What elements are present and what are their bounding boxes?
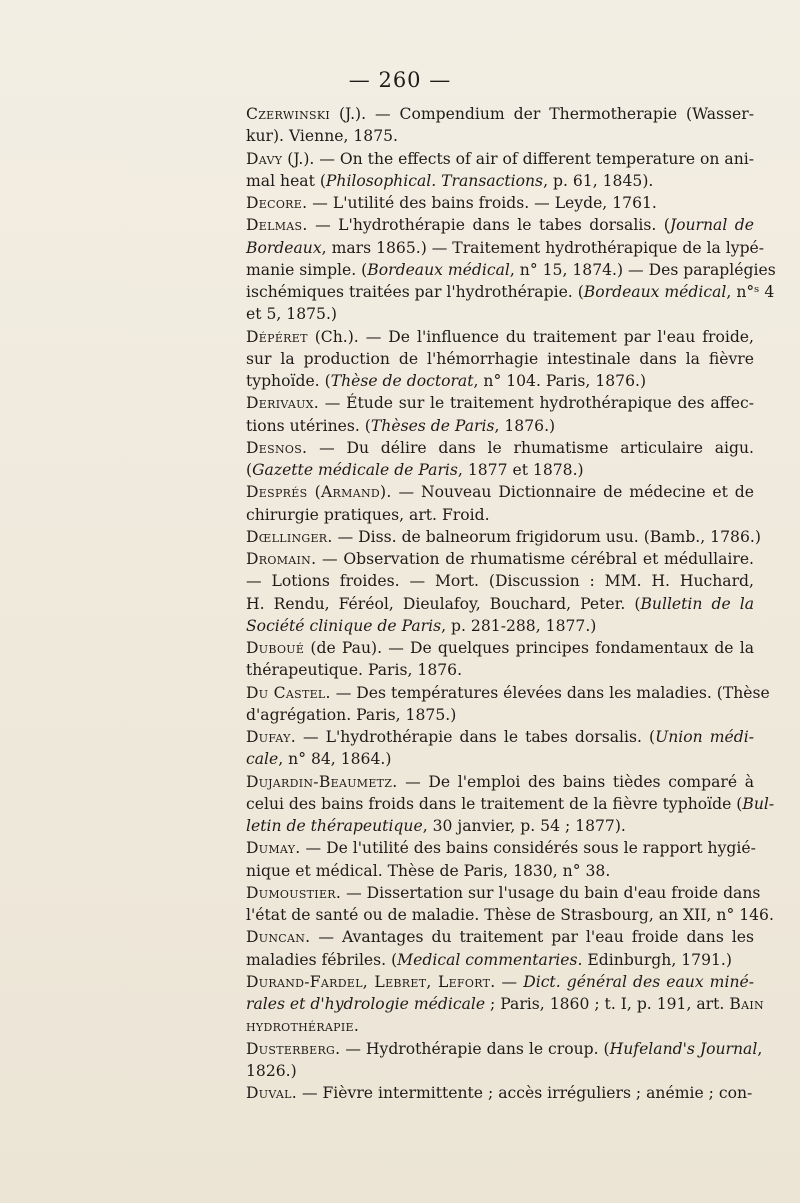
entry-line: [246, 548, 754, 570]
entry-text: (Ch.). — De l'influence du traitement par l'eau froide,: [307, 327, 754, 346]
entry-text: — L'hydrothérapie dans le tabes dorsalis. (: [307, 216, 670, 235]
entry-text: , 1876.): [494, 416, 556, 435]
entry-author: Dépéret: [246, 327, 308, 346]
entry-line: [246, 815, 754, 837]
entry-line: [246, 170, 754, 192]
entry-title-italic: Union médi-: [655, 728, 754, 746]
entry-line: [246, 214, 754, 236]
entry-title-italic: Bordeaux médical: [367, 260, 510, 279]
entry-author: Durand-Fardel, Lebret, Lefort.: [246, 972, 496, 991]
entry-title-italic: Bulletin de la: [640, 594, 754, 613]
entry-text: (J.). — On the effects of air of different temperature on ani-: [282, 149, 755, 168]
entry-line: [246, 971, 754, 993]
entry-text: tions utérines. (: [246, 416, 371, 435]
entry-text: (: [246, 461, 253, 479]
entry-author: Czerwinski: [246, 105, 331, 123]
entry-text: ; Paris, 1860 ; t. I, p. 191, art.: [485, 995, 730, 1013]
entry-text: 1826.): [246, 1061, 297, 1080]
entry-line: [246, 303, 754, 325]
entry-line: [246, 1082, 754, 1104]
entry-author: Dumoustier.: [246, 883, 342, 902]
entry-line: [246, 392, 754, 414]
entry-line: [246, 415, 754, 437]
bibliography-entry: [246, 837, 754, 882]
entry-author: Du Castel.: [246, 683, 331, 702]
entry-author: Dœllinger.: [246, 527, 333, 546]
entry-line: [246, 904, 774, 926]
entry-line: [246, 326, 754, 348]
bibliography-entry: [246, 926, 754, 971]
entry-text: , mars 1865.) — Traitement hydrothérapique de la lypé-: [321, 238, 765, 257]
entry-title-italic: Bordeaux: [246, 238, 322, 257]
entry-line: [246, 1015, 754, 1037]
entry-line: [246, 926, 754, 948]
entry-text: kur). Vienne, 1875.: [246, 127, 399, 146]
entry-line: [246, 259, 776, 281]
entry-author: Derivaux.: [246, 394, 320, 413]
entry-text: chirurgie pratiques, art. Froid.: [246, 505, 490, 524]
entry-line: [246, 281, 775, 303]
entry-line: [246, 370, 754, 392]
entry-author: Davy: [246, 149, 283, 168]
bibliography-entry: [246, 1082, 754, 1104]
entry-text: , 30 janvier, p. 54 ; 1877).: [422, 817, 626, 835]
entry-author: hydrothérapie.: [246, 1017, 360, 1036]
entry-text: , n°ˢ 4: [726, 283, 775, 301]
entry-text: — Avantages du traitement par l'eau froide dans les: [310, 928, 754, 947]
entry-title-italic: Thèses de Paris: [370, 416, 495, 435]
entry-author: Duboué: [246, 639, 305, 657]
entry-author: Decore.: [246, 194, 308, 212]
bibliography-entry: [246, 526, 761, 548]
bibliography-entry: [246, 148, 754, 193]
entry-line: [246, 348, 754, 370]
bibliography-entry: [246, 326, 754, 393]
entry-text: thérapeutique. Paris, 1876.: [246, 661, 463, 680]
bibliography-entry: [246, 214, 776, 325]
entry-line: [246, 504, 754, 526]
entry-line: [246, 148, 754, 170]
entry-line: [246, 860, 754, 882]
bibliography-list: [246, 103, 776, 1104]
entry-text: — Du délire dans le rhumatisme articulaire aigu.: [307, 438, 754, 457]
entry-author: Després (Armand).: [246, 483, 392, 502]
entry-line: [246, 615, 754, 637]
entry-title-italic: letin de thérapeutique: [246, 817, 423, 835]
entry-text: — Des températures élevées dans les maladies. (Thèse: [330, 683, 770, 702]
entry-text: sur la production de l'hémorrhagie intestinale dans la fièvre: [246, 349, 754, 368]
entry-text: ,: [757, 1039, 763, 1058]
entry-title-italic: Philosophical. Transactions: [325, 171, 544, 190]
entry-line: [246, 771, 754, 793]
entry-text: — Étude sur le traitement hydrothérapique des affec-: [319, 394, 754, 413]
entry-line: [246, 637, 754, 659]
entry-text: — Hydrothérapie dans le croup. (: [340, 1039, 610, 1058]
entry-line: [246, 125, 754, 147]
entry-line: [246, 682, 770, 704]
entry-text: — L'hydrothérapie dans le tabes dorsalis. (: [295, 728, 656, 746]
bibliography-entry: [246, 1038, 763, 1083]
entry-text: — De l'utilité des bains considérés sous le rapport hygié-: [300, 839, 756, 858]
entry-text: — Diss. de balneorum frigidorum usu. (Bamb., 1786.): [332, 527, 761, 546]
bibliography-entry: [246, 882, 774, 927]
entry-title-italic: Dict. général des eaux miné-: [523, 972, 754, 991]
entry-text: celui des bains froids dans le traitement de la fièvre typhoïde (: [246, 794, 743, 813]
entry-text: mal heat (: [246, 171, 326, 190]
entry-text: , n° 84, 1864.): [278, 750, 392, 769]
entry-text: manie simple. (: [246, 260, 368, 279]
bibliography-entry: [246, 437, 754, 482]
entry-title-italic: Hufeland's Journal: [609, 1039, 758, 1058]
entry-text: l'état de santé ou de maladie. Thèse de Strasbourg, an XII, n° 146.: [246, 906, 774, 924]
entry-line: [246, 949, 754, 971]
entry-text: — Lotions froides. — Mort. (Discussion : MM. H. Huchard,: [246, 572, 754, 591]
entry-title-italic: rales et d'hydrologie médicale: [246, 995, 486, 1013]
entry-author: Dujardin-Beaumetz.: [246, 772, 398, 791]
entry-line: [246, 570, 754, 592]
entry-line: [246, 659, 754, 681]
entry-line: [246, 793, 775, 815]
entry-author: Dufay.: [246, 728, 296, 746]
entry-line: [246, 103, 754, 125]
entry-title-italic: Thèse de doctorat: [330, 372, 474, 390]
entry-text: typhoïde. (: [246, 372, 331, 390]
entry-text: , n° 15, 1874.) — Des paraplégies: [509, 260, 776, 279]
bibliography-entry: [246, 192, 754, 214]
entry-text: et 5, 1875.): [246, 305, 338, 324]
entry-text: , n° 104. Paris, 1876.): [473, 372, 647, 390]
bibliography-entry: [246, 726, 754, 771]
entry-text: , 1877 et 1878.): [457, 461, 584, 479]
entry-author: Dumay.: [246, 839, 301, 858]
entry-line: [246, 726, 754, 748]
entry-text: , p. 61, 1845).: [543, 171, 654, 190]
entry-text: — Observation de rhumatisme cérébral et médullaire.: [316, 550, 754, 568]
entry-title-italic: Journal de: [669, 216, 754, 235]
entry-text: — Nouveau Dictionnaire de médecine et de: [391, 483, 754, 502]
bibliography-entry: [246, 548, 754, 637]
entry-line: [246, 459, 754, 481]
page-number: — 260 —: [348, 68, 452, 92]
entry-text: maladies fébriles. (: [246, 950, 398, 969]
entry-text: d'agrégation. Paris, 1875.): [246, 705, 457, 724]
entry-text: nique et médical. Thèse de Paris, 1830, n° 38.: [246, 861, 611, 880]
entry-author: Delmas.: [246, 216, 308, 235]
bibliography-entry: [246, 971, 764, 1038]
entry-title-italic: Medical commentaries: [397, 950, 578, 969]
entry-line: [246, 882, 761, 904]
entry-text: . Edinburgh, 1791.): [577, 950, 732, 969]
entry-text: — Dissertation sur l'usage du bain d'eau froide dans: [341, 883, 761, 902]
entry-title-italic: Gazette médicale de Paris: [252, 461, 458, 479]
entry-text: —: [495, 972, 524, 991]
entry-line: [246, 748, 754, 770]
entry-line: [246, 704, 754, 726]
entry-line: [246, 237, 765, 259]
entry-title-italic: cale: [246, 750, 279, 769]
bibliography-entry: [246, 771, 775, 838]
entry-text: (de Pau). — De quelques principes fondamentaux de la: [304, 639, 754, 657]
entry-line: [246, 1038, 763, 1060]
entry-text: — L'utilité des bains froids. — Leyde, 1761.: [307, 194, 657, 212]
entry-line: [246, 481, 754, 503]
entry-line: [246, 993, 764, 1015]
entry-line: [246, 437, 754, 459]
bibliography-entry: [246, 682, 770, 727]
entry-author: Bain: [729, 995, 764, 1013]
entry-author: Duncan.: [246, 928, 311, 947]
entry-author: Desnos.: [246, 438, 308, 457]
entry-text: — Fièvre intermittente ; accès irréguliers ; anémie ; con-: [296, 1084, 753, 1102]
entry-line: [246, 837, 754, 859]
entry-author: Duval.: [246, 1084, 297, 1102]
entry-line: [246, 593, 754, 615]
entry-title-italic: Bul-: [742, 794, 775, 813]
entry-author: Dusterberg.: [246, 1039, 341, 1058]
entry-text: ischémiques traitées par l'hydrothérapie. (: [246, 283, 584, 301]
entry-author: Dromain.: [246, 550, 317, 568]
entry-text: , p. 281-288, 1877.): [441, 616, 597, 635]
entry-title-italic: Société clinique de Paris: [246, 616, 442, 635]
entry-text: (J.). — Compendium der Thermotherapie (Wasser-: [330, 105, 754, 123]
entry-line: [246, 526, 761, 548]
entry-text: H. Rendu, Féréol, Dieulafoy, Bouchard, Peter. (: [246, 594, 641, 613]
bibliography-entry: [246, 481, 754, 526]
entry-text: — De l'emploi des bains tièdes comparé à: [397, 772, 754, 791]
entry-title-italic: Bordeaux médical: [583, 283, 727, 301]
bibliography-entry: [246, 103, 754, 148]
entry-line: [246, 192, 754, 214]
entry-line: [246, 1060, 754, 1082]
bibliography-entry: [246, 637, 754, 682]
bibliography-entry: [246, 392, 754, 437]
